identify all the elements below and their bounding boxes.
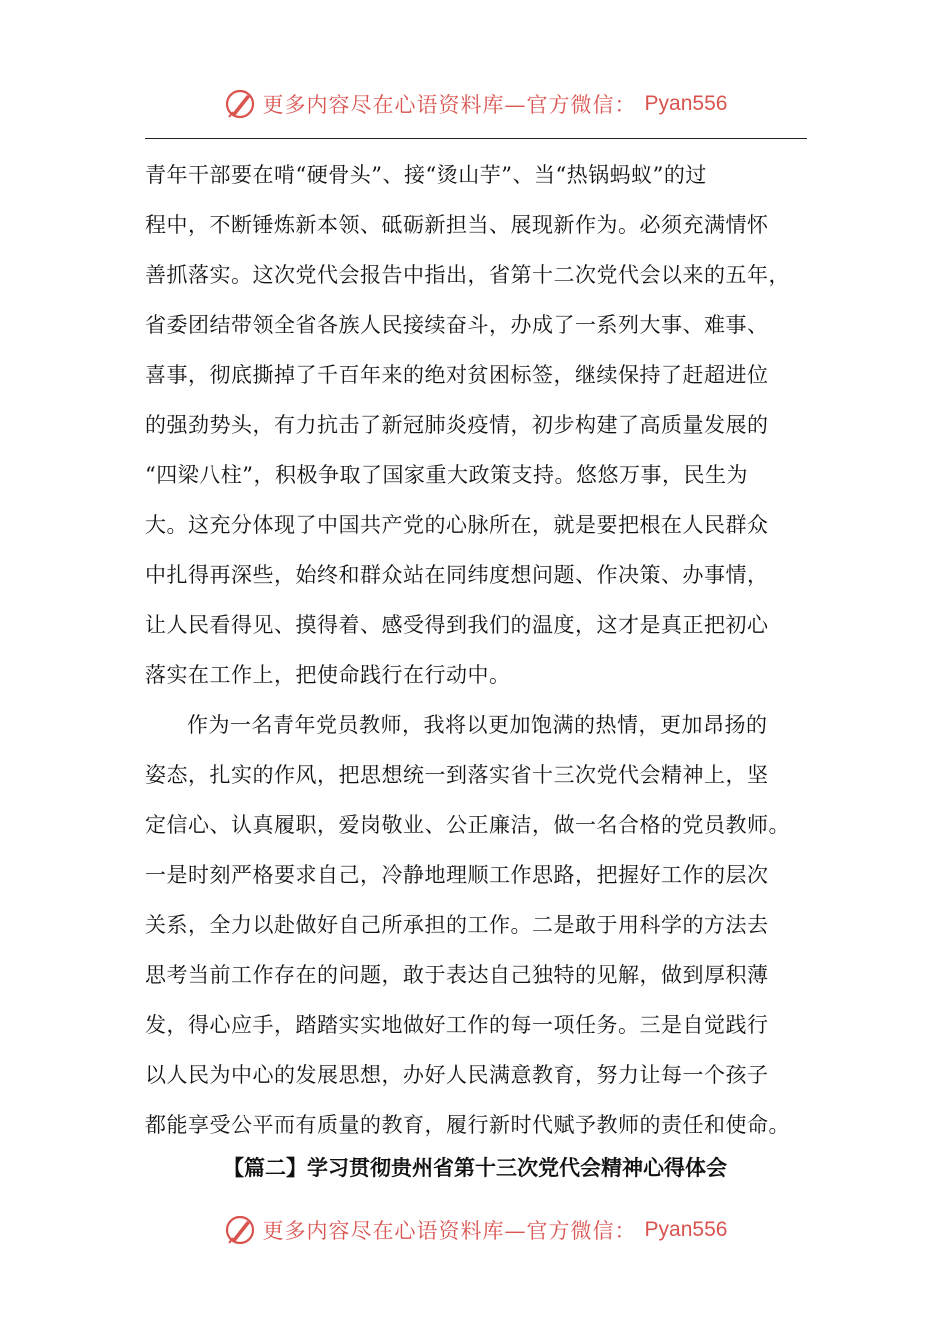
body-line: 的强劲势头，有力抗击了新冠肺炎疫情，初步构建了高质量发展的 [145, 413, 769, 437]
body-line: 关系，全力以赴做好自己所承担的工作。二是敢于用科学的方法去 [145, 913, 769, 937]
body-line: 喜事，彻底撕掉了千百年来的绝对贫困标签，继续保持了赶超进位 [145, 363, 769, 387]
body-line: “四梁八柱”，积极争取了国家重大政策支持。悠悠万事，民生为 [145, 463, 748, 487]
header-watermark [0, 84, 950, 124]
body-line: 姿态，扎实的作风，把思想统一到落实省十三次党代会精神上，坚 [145, 763, 769, 787]
body-line: 中扎得再深些，始终和群众站在同纬度想问题、作决策、办事情， [145, 563, 769, 587]
body-line: 落实在工作上，把使命践行在行动中。 [145, 663, 511, 687]
body-line: 省委团结带领全省各族人民接续奋斗，办成了一系列大事、难事、 [145, 313, 769, 337]
quill-pen-logo-icon [223, 87, 257, 121]
body-line: 定信心、认真履职，爱岗敬业、公正廉洁，做一名合格的党员教师。 [145, 813, 790, 837]
document-body [145, 150, 809, 1150]
footer-watermark [0, 1210, 950, 1250]
section-heading: 【篇二】学习贯彻贵州省第十三次党代会精神心得体会 [223, 1156, 727, 1180]
body-line: 思考当前工作存在的问题，敢于表达自己独特的见解，做到厚积薄 [145, 963, 769, 987]
body-line: 青年干部要在啃“硬骨头”、接“烫山芋”、当“热锅蚂蚁”的过 [145, 163, 707, 187]
quill-pen-logo-icon [223, 1213, 257, 1247]
watermark-wechat-id: Pyan556 [644, 1218, 728, 1241]
paragraph-start-line: 作为一名青年党员教师，我将以更加饱满的热情，更加昂扬的 [187, 713, 768, 737]
watermark-text: 更多内容尽在心语资料库—官方微信： [262, 93, 637, 117]
watermark-wechat-id: Pyan556 [644, 92, 728, 115]
body-line: 都能享受公平而有质量的教育，履行新时代赋予教师的责任和使命。 [145, 1113, 790, 1137]
body-line: 发，得心应手，踏踏实实地做好工作的每一项任务。三是自觉践行 [145, 1013, 769, 1037]
body-line: 程中，不断锤炼新本领、砥砺新担当、展现新作为。必须充满情怀 [145, 213, 769, 237]
body-line: 让人民看得见、摸得着、感受得到我们的温度，这才是真正把初心 [145, 613, 769, 637]
body-line: 一是时刻严格要求自己，冷静地理顺工作思路，把握好工作的层次 [145, 863, 769, 887]
body-line: 大。这充分体现了中国共产党的心脉所在，就是要把根在人民群众 [145, 513, 769, 537]
header-divider [145, 138, 807, 139]
watermark-text: 更多内容尽在心语资料库—官方微信： [262, 1219, 637, 1243]
body-line: 以人民为中心的发展思想，办好人民满意教育，努力让每一个孩子 [145, 1063, 769, 1087]
body-line: 善抓落实。这次党代会报告中指出，省第十二次党代会以来的五年， [145, 263, 790, 287]
